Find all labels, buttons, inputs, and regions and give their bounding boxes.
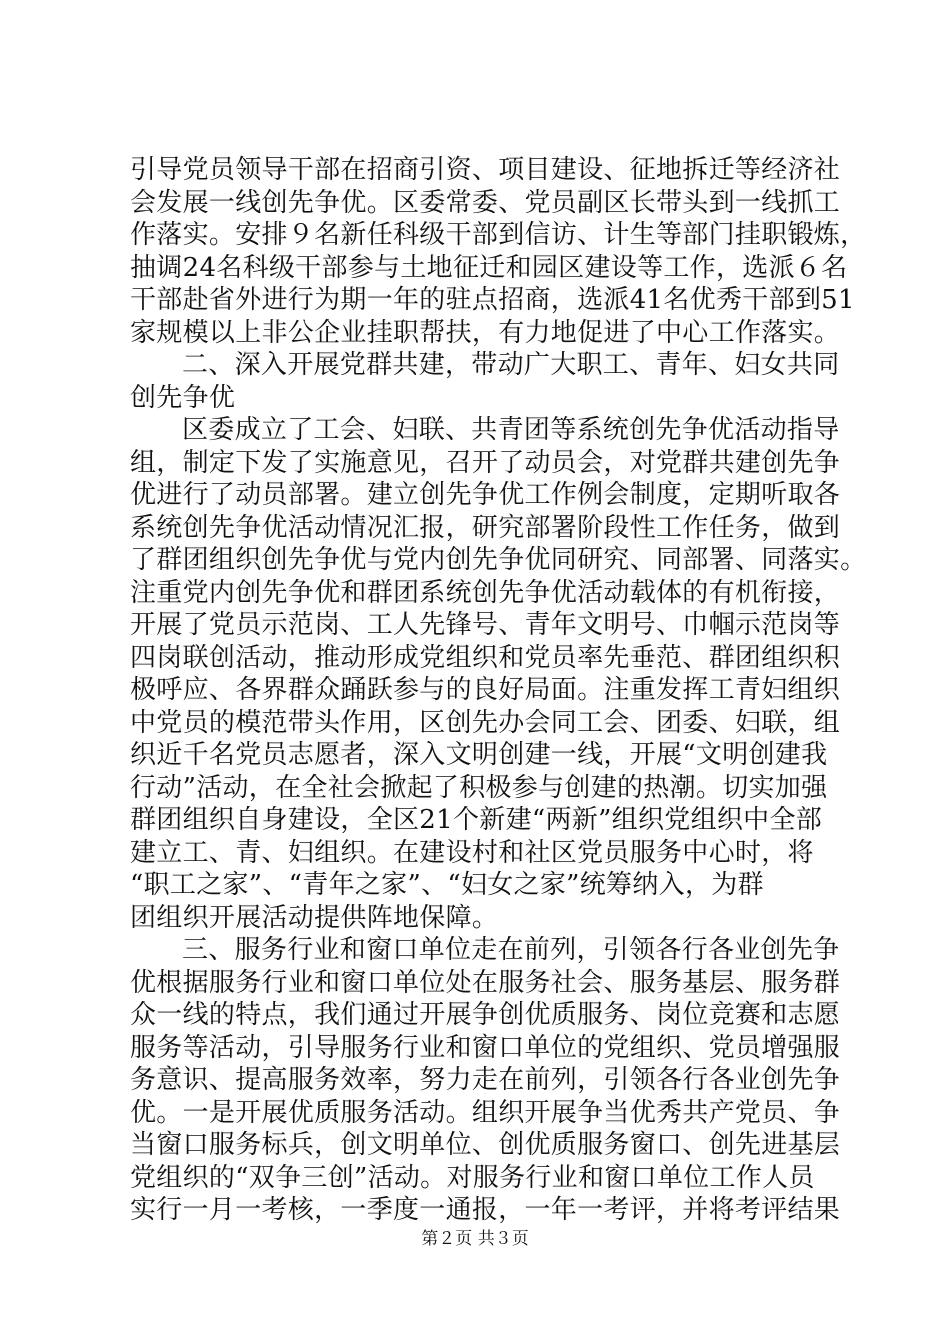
body-text-line: 组，制定下发了实施意见，召开了动员会，对党群共建创先争 bbox=[130, 447, 841, 478]
body-text-line: 家规模以上非公企业挂职帮扶，有力地促进了中心工作落实。 bbox=[130, 317, 841, 348]
body-text-line: 区委成立了工会、妇联、共青团等系统创先争优活动指导 bbox=[182, 415, 840, 445]
body-text-line: 众一线的特点，我们通过开展争创优质服务、岗位竞赛和志愿 bbox=[130, 1000, 841, 1030]
body-text-line: 群团组织自身建设，全区21个新建“两新”组织党组织中全部 bbox=[130, 805, 823, 835]
section-heading-line: 创先争优 bbox=[130, 382, 236, 413]
body-text-line: 了群团组织创先争优与党内创先争优同研究、同部署、同落实。 bbox=[130, 545, 867, 575]
body-text-line: 当窗口服务标兵，创文明单位、创优质服务窗口、创先进基层 bbox=[130, 1130, 841, 1160]
body-text-line: 党组织的“双争三创”活动。对服务行业和窗口单位工作人员 bbox=[130, 1162, 815, 1193]
body-text-line: 引导党员领导干部在招商引资、项目建设、征地拆迁等经济社 bbox=[130, 155, 841, 185]
body-text-line: 实行一月一考核，一季度一通报，一年一考评，并将考评结果 bbox=[130, 1195, 841, 1225]
body-text-line: 四岗联创活动，推动形成党组织和党员率先垂范、群团组织积 bbox=[130, 642, 841, 673]
document-body bbox=[130, 154, 867, 1227]
body-text-line: 注重党内创先争优和群团系统创先争优活动载体的有机衔接， bbox=[130, 577, 841, 608]
body-text-line: 优进行了动员部署。建立创先争优工作例会制度，定期听取各 bbox=[130, 480, 841, 510]
body-text-line: 团组织开展活动提供阵地保障。 bbox=[130, 902, 499, 933]
body-text-line: 优根据服务行业和窗口单位处在服务社会、服务基层、服务群 bbox=[130, 967, 841, 998]
body-text-line: 中党员的模范带头作用，区创先办会同工会、团委、妇联，组 bbox=[130, 707, 841, 738]
body-text-line: 系统创先争优活动情况汇报，研究部署阶段性工作任务，做到 bbox=[130, 512, 841, 543]
section-heading-line: 三、服务行业和窗口单位走在前列，引领各行各业创先争 bbox=[182, 935, 840, 965]
page-number-footer: 第２页 共３页 bbox=[421, 1229, 529, 1249]
body-text-line: 织近千名党员志愿者，深入文明创建一线，开展“文明创建我 bbox=[130, 740, 828, 770]
body-text-line: 抽调24名科级干部参与土地征迁和园区建设等工作，选派６名 bbox=[130, 252, 848, 283]
body-text-line: 极呼应、各界群众踊跃参与的良好局面。注重发挥工青妇组织 bbox=[130, 675, 841, 705]
section-heading-line: 二、深入开展党群共建，带动广大职工、青年、妇女共同 bbox=[182, 350, 840, 380]
body-text-line: 会发展一线创先争优。区委常委、党员副区长带头到一线抓工 bbox=[130, 187, 841, 218]
body-text-line: 务意识、提高服务效率，努力走在前列，引领各行各业创先争 bbox=[130, 1065, 841, 1095]
body-text-line: 建立工、青、妇组织。在建设村和社区党员服务中心时，将 bbox=[130, 837, 814, 868]
body-text-line: 行动”活动，在全社会掀起了积极参与创建的热潮。切实加强 bbox=[130, 772, 828, 803]
body-text-line: “职工之家”、“青年之家”、“妇女之家”统筹纳入，为群 bbox=[130, 870, 764, 900]
body-text-line: 服务等活动，引导服务行业和窗口单位的党组织、党员增强服 bbox=[130, 1032, 841, 1063]
body-text-line: 干部赴省外进行为期一年的驻点招商，选派41名优秀干部到51 bbox=[130, 285, 855, 315]
body-text-line: 开展了党员示范岗、工人先锋号、青年文明号、巾帼示范岗等 bbox=[130, 610, 841, 640]
body-text-line: 作落实。安排９名新任科级干部到信访、计生等部门挂职锻炼， bbox=[130, 220, 867, 250]
body-text-line: 优。一是开展优质服务活动。组织开展争当优秀共产党员、争 bbox=[130, 1097, 841, 1128]
